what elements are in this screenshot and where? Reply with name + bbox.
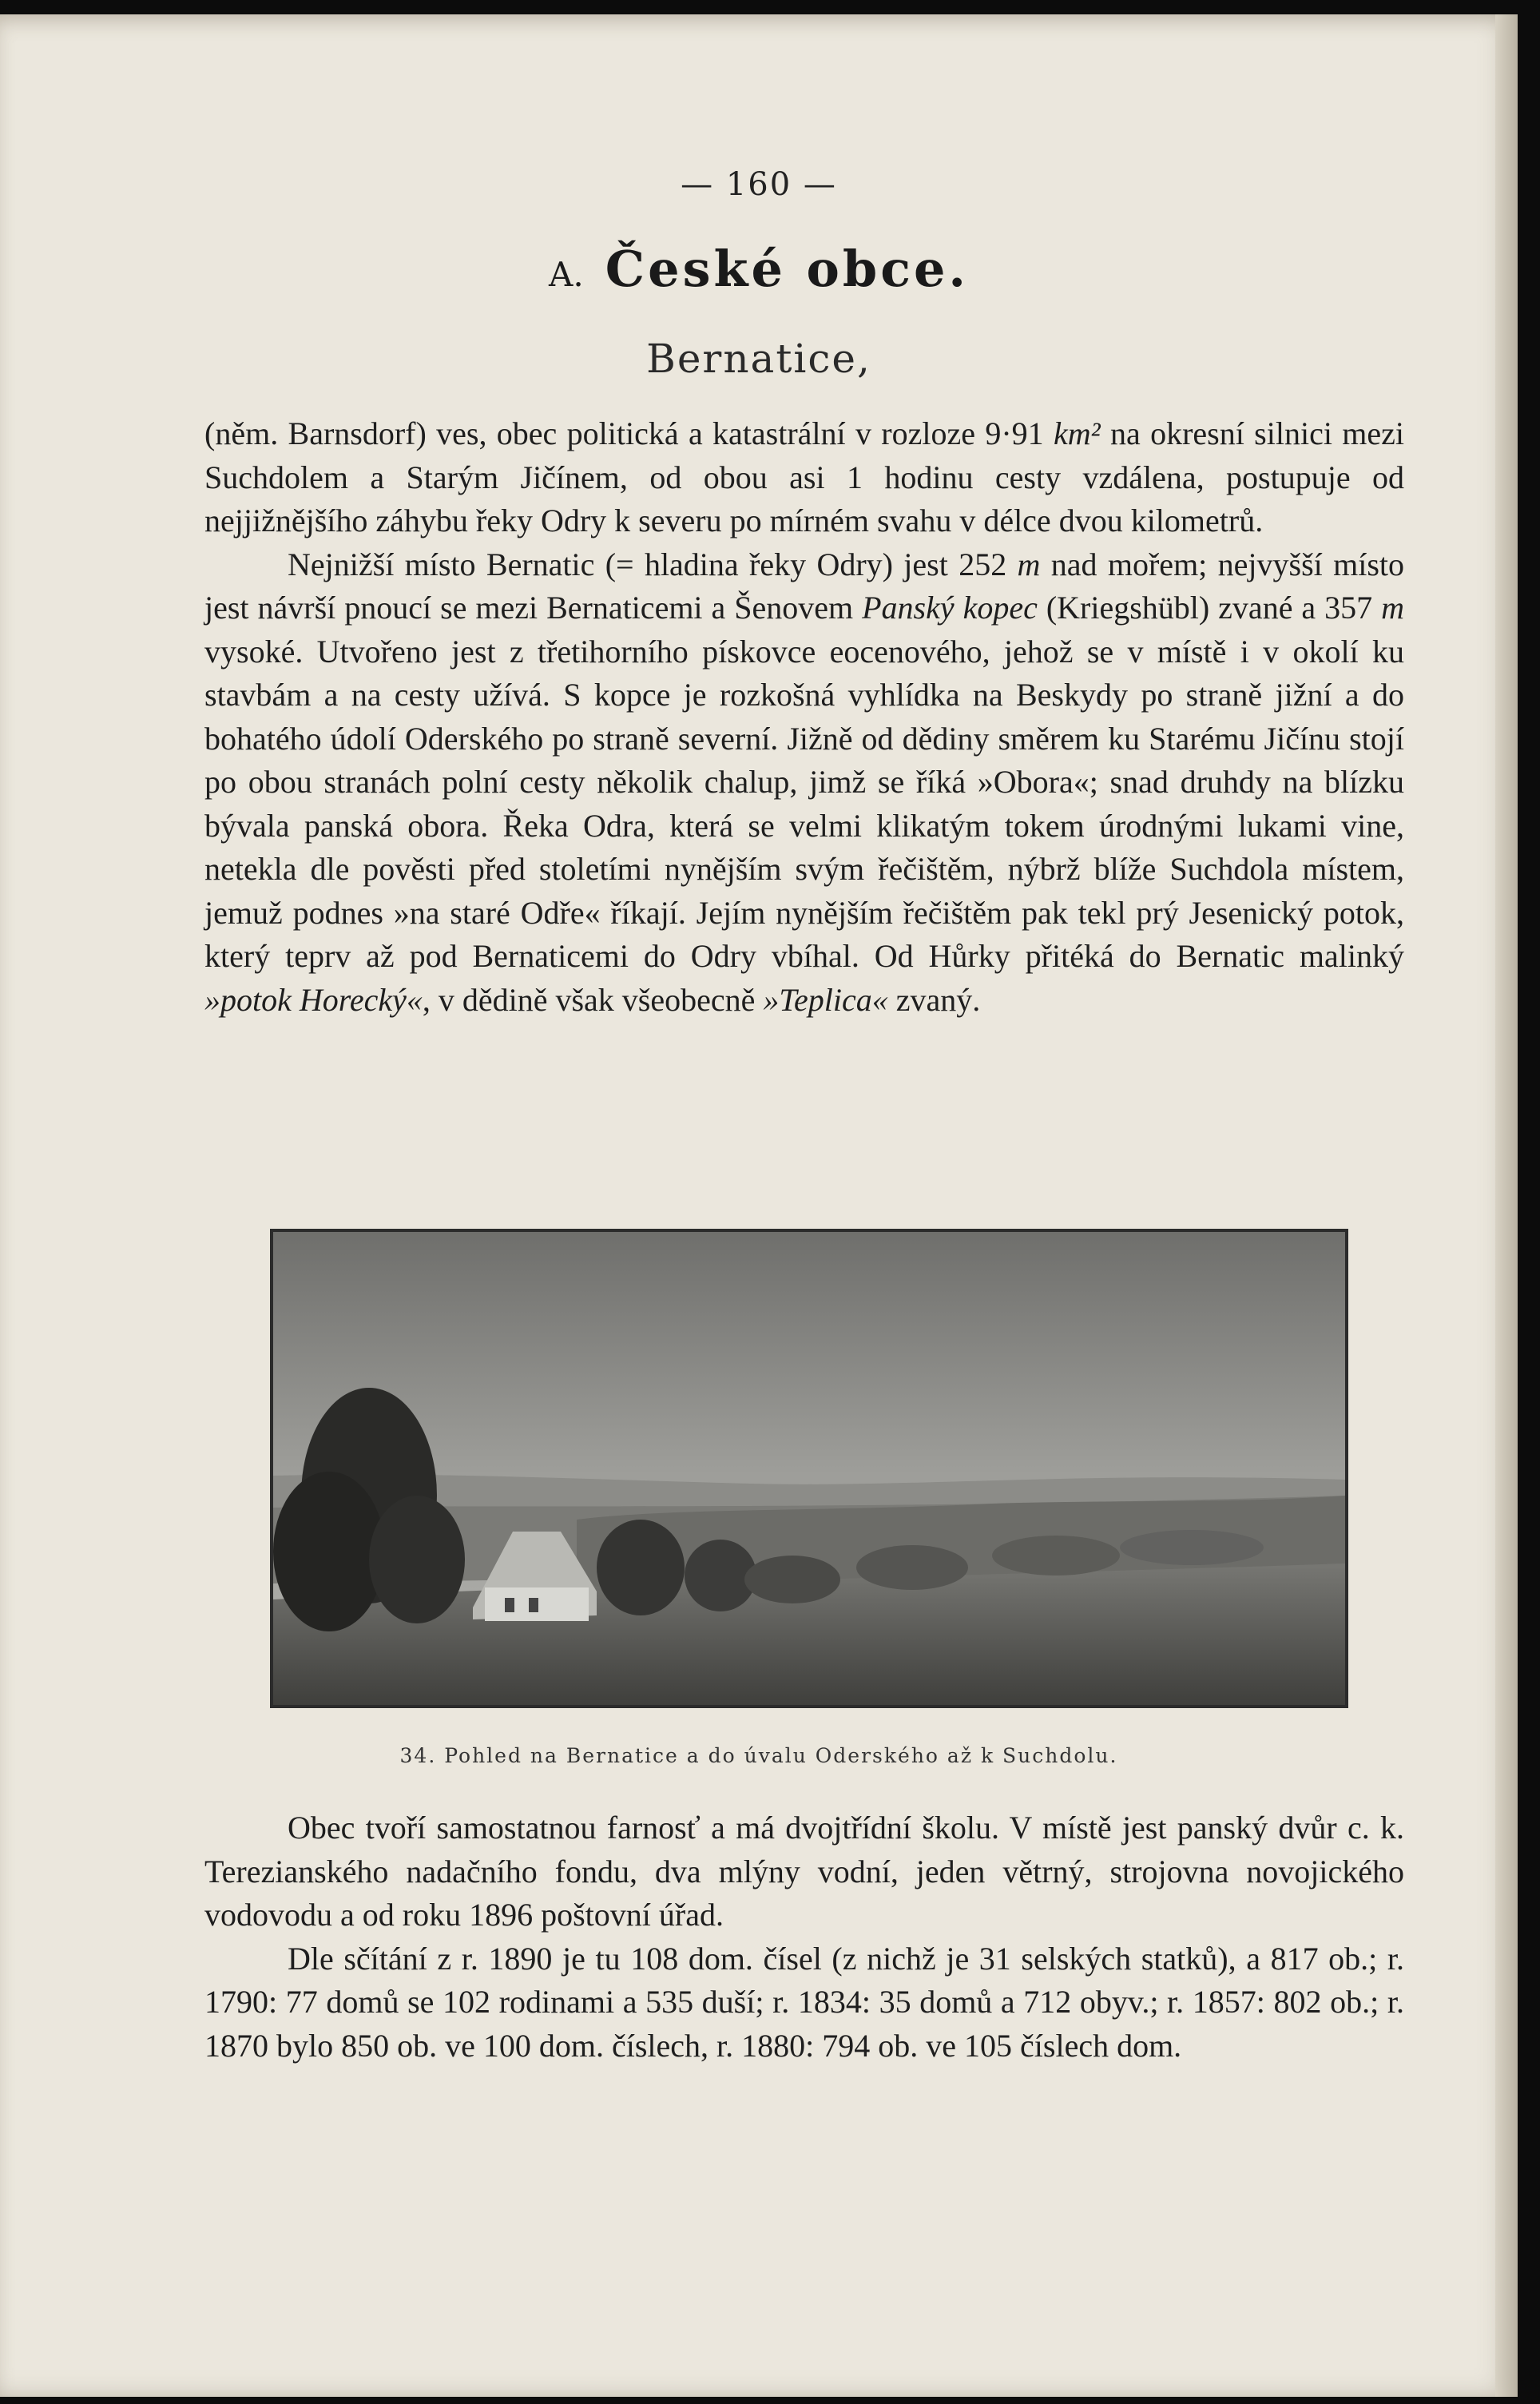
paragraph-1: (něm. Barnsdorf) ves, obec politická a katastrální v rozloze 9·91 km² na okresní silnici mezi Suchdolem a Starým Jičínem, od obou asi 1 hodinu cesty vzdálena, postupuje od nejjižnějšího záhybu řeky Odry k severu po mírném svahu v délce dvou kilometrů. — [204, 415, 1404, 538]
section-title: České obce. — [605, 240, 969, 298]
paragraph-2: Nejnižší místo Bernatic (= hladina řeky Odry) jest 252 m nad mořem; nejvyšší místo jest návrší pnoucí se mezi Bernaticemi a Šenovem Panský kopec (Kriegshübl) zvané a 357 m vysoké. Utvořeno jest z třetihorního pískovce eocenového, jehož se v místě i v okolí ku stavbám a na cesty užívá. S kopce je rozkošná vyhlídka na Beskydy po straně jižní a do bohatého údolí Oderského po straně severní. Jižně od dědiny směrem ku Starému Jičínu stojí po obou stranách polní cesty několik chalup, jimž se říká »Obora«; snad druhdy na blízku bývala panská obora. Řeka Odra, která se velmi klikatým tokem úrodnými lukami vine, netekla dle pověsti před stoletími nynějším svým řečištěm, nýbrž blíže Suchdola místem, jemuž podnes »na staré Odře« říkají. Jejím nynějším řečištěm pak tekl prý Jesenický potok, který teprv až pod Bernaticemi do Odry vbíhal. Od Hůrky přitéká do Bernatic malinký »potok Horecký«, v dědině však všeobecně »Teplica« zvaný. — [204, 546, 1404, 1018]
book-page — [0, 14, 1518, 2397]
page-number: — 160 — — [681, 166, 837, 203]
place-title: Bernatice, — [646, 336, 871, 382]
section-prefix: A. — [549, 255, 584, 294]
text-block-top — [204, 412, 1404, 1022]
landscape-photo — [270, 1229, 1348, 1708]
text-block-bottom — [204, 1806, 1404, 2068]
paragraph-4: Dle sčítání z r. 1890 je tu 108 dom. čísel (z nichž je 31 selských statků), a 817 ob.; r. 1790: 77 domů se 102 rodinami a 535 duší; r. 1834: 35 domů a 712 obyv.; r. 1857: 802 ob.; r. 1870 bylo 850 ob. ve 100 dom. číslech, r. 1880: 794 ob. ve 105 číslech dom. — [204, 1940, 1404, 2064]
section-heading — [0, 240, 1518, 298]
figure-caption: 34. Pohled na Bernatice a do úvalu Oderského až k Suchdolu. — [399, 1744, 1118, 1767]
paragraph-3: Obec tvoří samostatnou farnosť a má dvojtřídní školu. V místě jest panský dvůr c. k. Terezianského nadačního fondu, dva mlýny vodní, jeden větrný, strojovna novojického vodovodu a od roku 1896 poštovní úřad. — [204, 1810, 1404, 1933]
